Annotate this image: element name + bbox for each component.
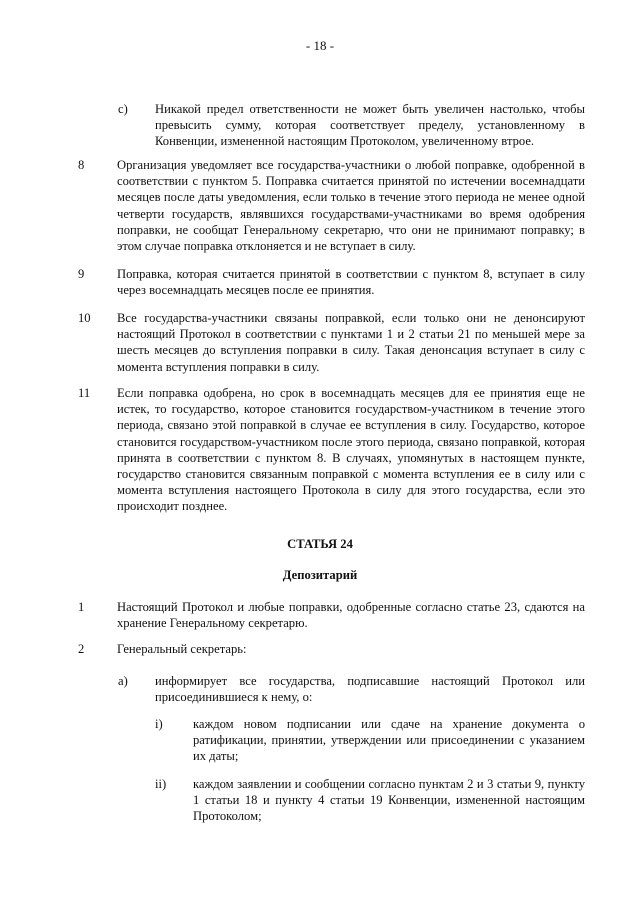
paragraph-text: Никакой предел ответственности не может быть увеличен настолько, чтобы превысить сумму, которая соответствует пределу, установленному в Конвенции, измененной настоящим Протоколом, увеличенному втрое.	[155, 102, 585, 149]
item-marker: 10	[78, 311, 91, 325]
item-marker: ii)	[155, 777, 167, 791]
item-marker: i)	[155, 717, 163, 731]
paragraph-text: Генеральный секретарь:	[117, 642, 247, 656]
item-marker: 2	[78, 642, 85, 656]
paragraph-text: каждом заявлении и сообщении согласно пунктам 2 и 3 статьи 9, пункту 1 статьи 18 и пункту 4 статьи 19 Конвенции, измененной настоящим Протоколом;	[193, 777, 585, 824]
paragraph-text: Все государства-участники связаны поправкой, если только они не денонсируют настоящий Протокол в соответствии с пунктами 1 и 2 статьи 21 по меньшей мере за шесть месяцев до вступления поправки в силу. Такая денонсация вступает в силу с момента вступления поправки в силу.	[117, 311, 585, 374]
item-marker: c)	[118, 102, 128, 116]
article-title: СТАТЬЯ 24	[287, 537, 353, 551]
paragraph-text: каждом новом подписании или сдаче на хранение документа о ратификации, принятии, утверждении или присоединении с указанием их даты;	[193, 717, 585, 764]
paragraph-text: Поправка, которая считается принятой в соответствии с пунктом 8, вступает в силу через восемнадцать месяцев после ее принятия.	[117, 267, 585, 298]
paragraph-text: информирует все государства, подписавшие настоящий Протокол или присоединившиеся к нему, о:	[155, 674, 585, 705]
item-marker: a)	[118, 674, 128, 688]
item-marker: 8	[78, 158, 85, 172]
item-marker: 11	[78, 386, 91, 400]
item-marker: 9	[78, 267, 85, 281]
article-subtitle: Депозитарий	[282, 568, 358, 582]
paragraph-text: Настоящий Протокол и любые поправки, одобренные согласно статье 23, сдаются на хранение Генеральному секретарю.	[117, 600, 585, 631]
paragraph-text: Организация уведомляет все государства-участники о любой поправке, одобренной в соответствии с пунктом 5. Поправка считается принятой по истечении восемнадцати месяцев после даты уведомления, если только в течение этого периода не менее одной четверти государств, являвшихся государствами-участниками во время одобрения поправки, не сообщат Генеральному секретарю, что они не принимают поправку; в этом случае поправка отклоняется и не вступает в силу.	[117, 158, 585, 254]
page-number: - 18 -	[305, 38, 335, 53]
item-marker: 1	[78, 600, 85, 614]
paragraph-text: Если поправка одобрена, но срок в восемнадцать месяцев для ее принятия еще не истек, то государство, которое становится государством-участником в течение этого периода, связано этой поправкой в случае ее вступления в силу. Государство, которое становится государством-участником после этого периода, связано поправкой, которая принята в соответствии с пунктом 8. В случаях, упомянутых в настоящем пункте, государство становится связанным поправкой с момента вступления ее в силу или с момента вступления настоящего Протокола в силу для этого государства, если это происходит позднее.	[117, 386, 585, 514]
